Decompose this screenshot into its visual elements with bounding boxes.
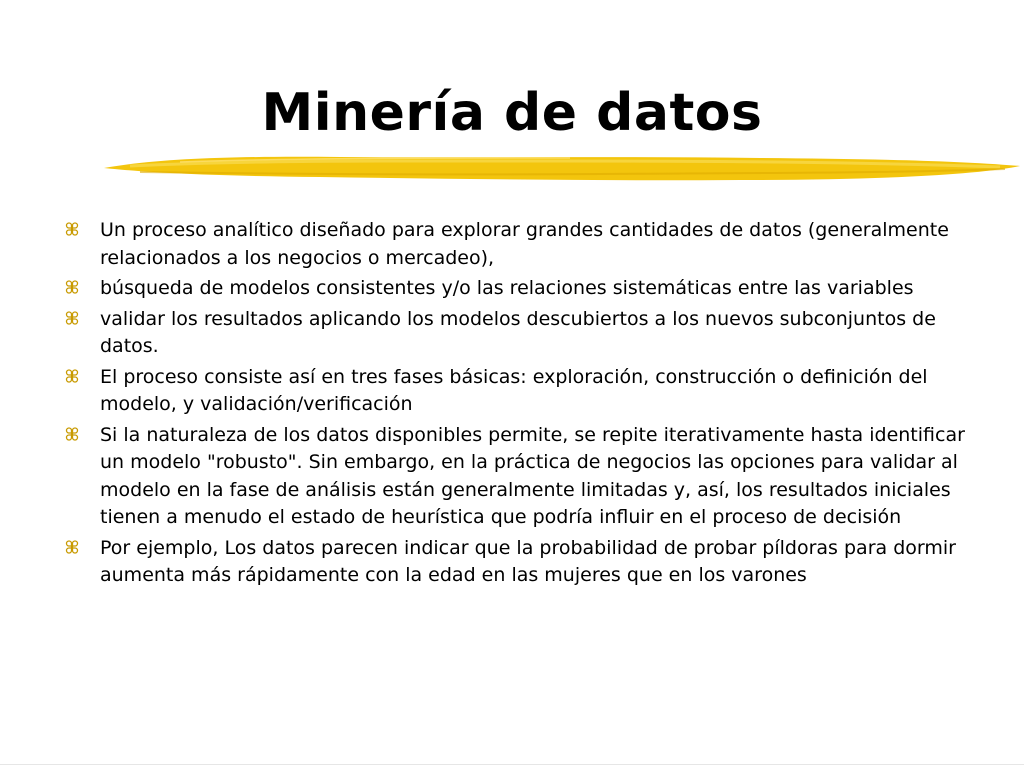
bullet-list [64,217,974,593]
command-key-icon [64,221,80,237]
bullet-item [64,364,974,419]
command-key-icon [64,426,80,442]
bullet-item [64,306,974,361]
bullet-text: El proceso consiste así en tres fases básicas: exploración, construcción o definición del modelo, y validación/verificación [100,365,928,415]
title-highlighter-stroke [100,146,1024,190]
bullet-item [64,422,974,532]
bullet-text: Por ejemplo, Los datos parecen indicar que la probabilidad de probar píldoras para dormir aumenta más rápidamente con la edad en las mujeres que en los varones [100,536,956,586]
bullet-item [64,217,974,272]
bullet-item [64,535,974,590]
bottom-divider [0,764,1024,765]
bullet-text: Si la naturaleza de los datos disponibles permite, se repite iterativamente hasta identificar un modelo "robusto". Sin embargo, en la práctica de negocios las opciones para validar al modelo en la fase de análisis están generalmente limitadas y, así, los resultados iniciales tienen a menudo el estado de heurística que podría influir en el proceso de decisión [100,423,965,528]
command-key-icon [64,539,80,555]
slide-title: Minería de datos [261,83,763,143]
bullet-text: búsqueda de modelos consistentes y/o las relaciones sistemáticas entre las variables [100,277,914,299]
bullet-text: Un proceso analítico diseñado para explorar grandes cantidades de datos (generalmente relacionados a los negocios o mercadeo), [100,219,949,269]
bullet-item [64,275,974,303]
command-key-icon [64,279,80,295]
bullet-text: validar los resultados aplicando los modelos descubiertos a los nuevos subconjuntos de datos. [100,307,936,357]
command-key-icon [64,368,80,384]
command-key-icon [64,310,80,326]
